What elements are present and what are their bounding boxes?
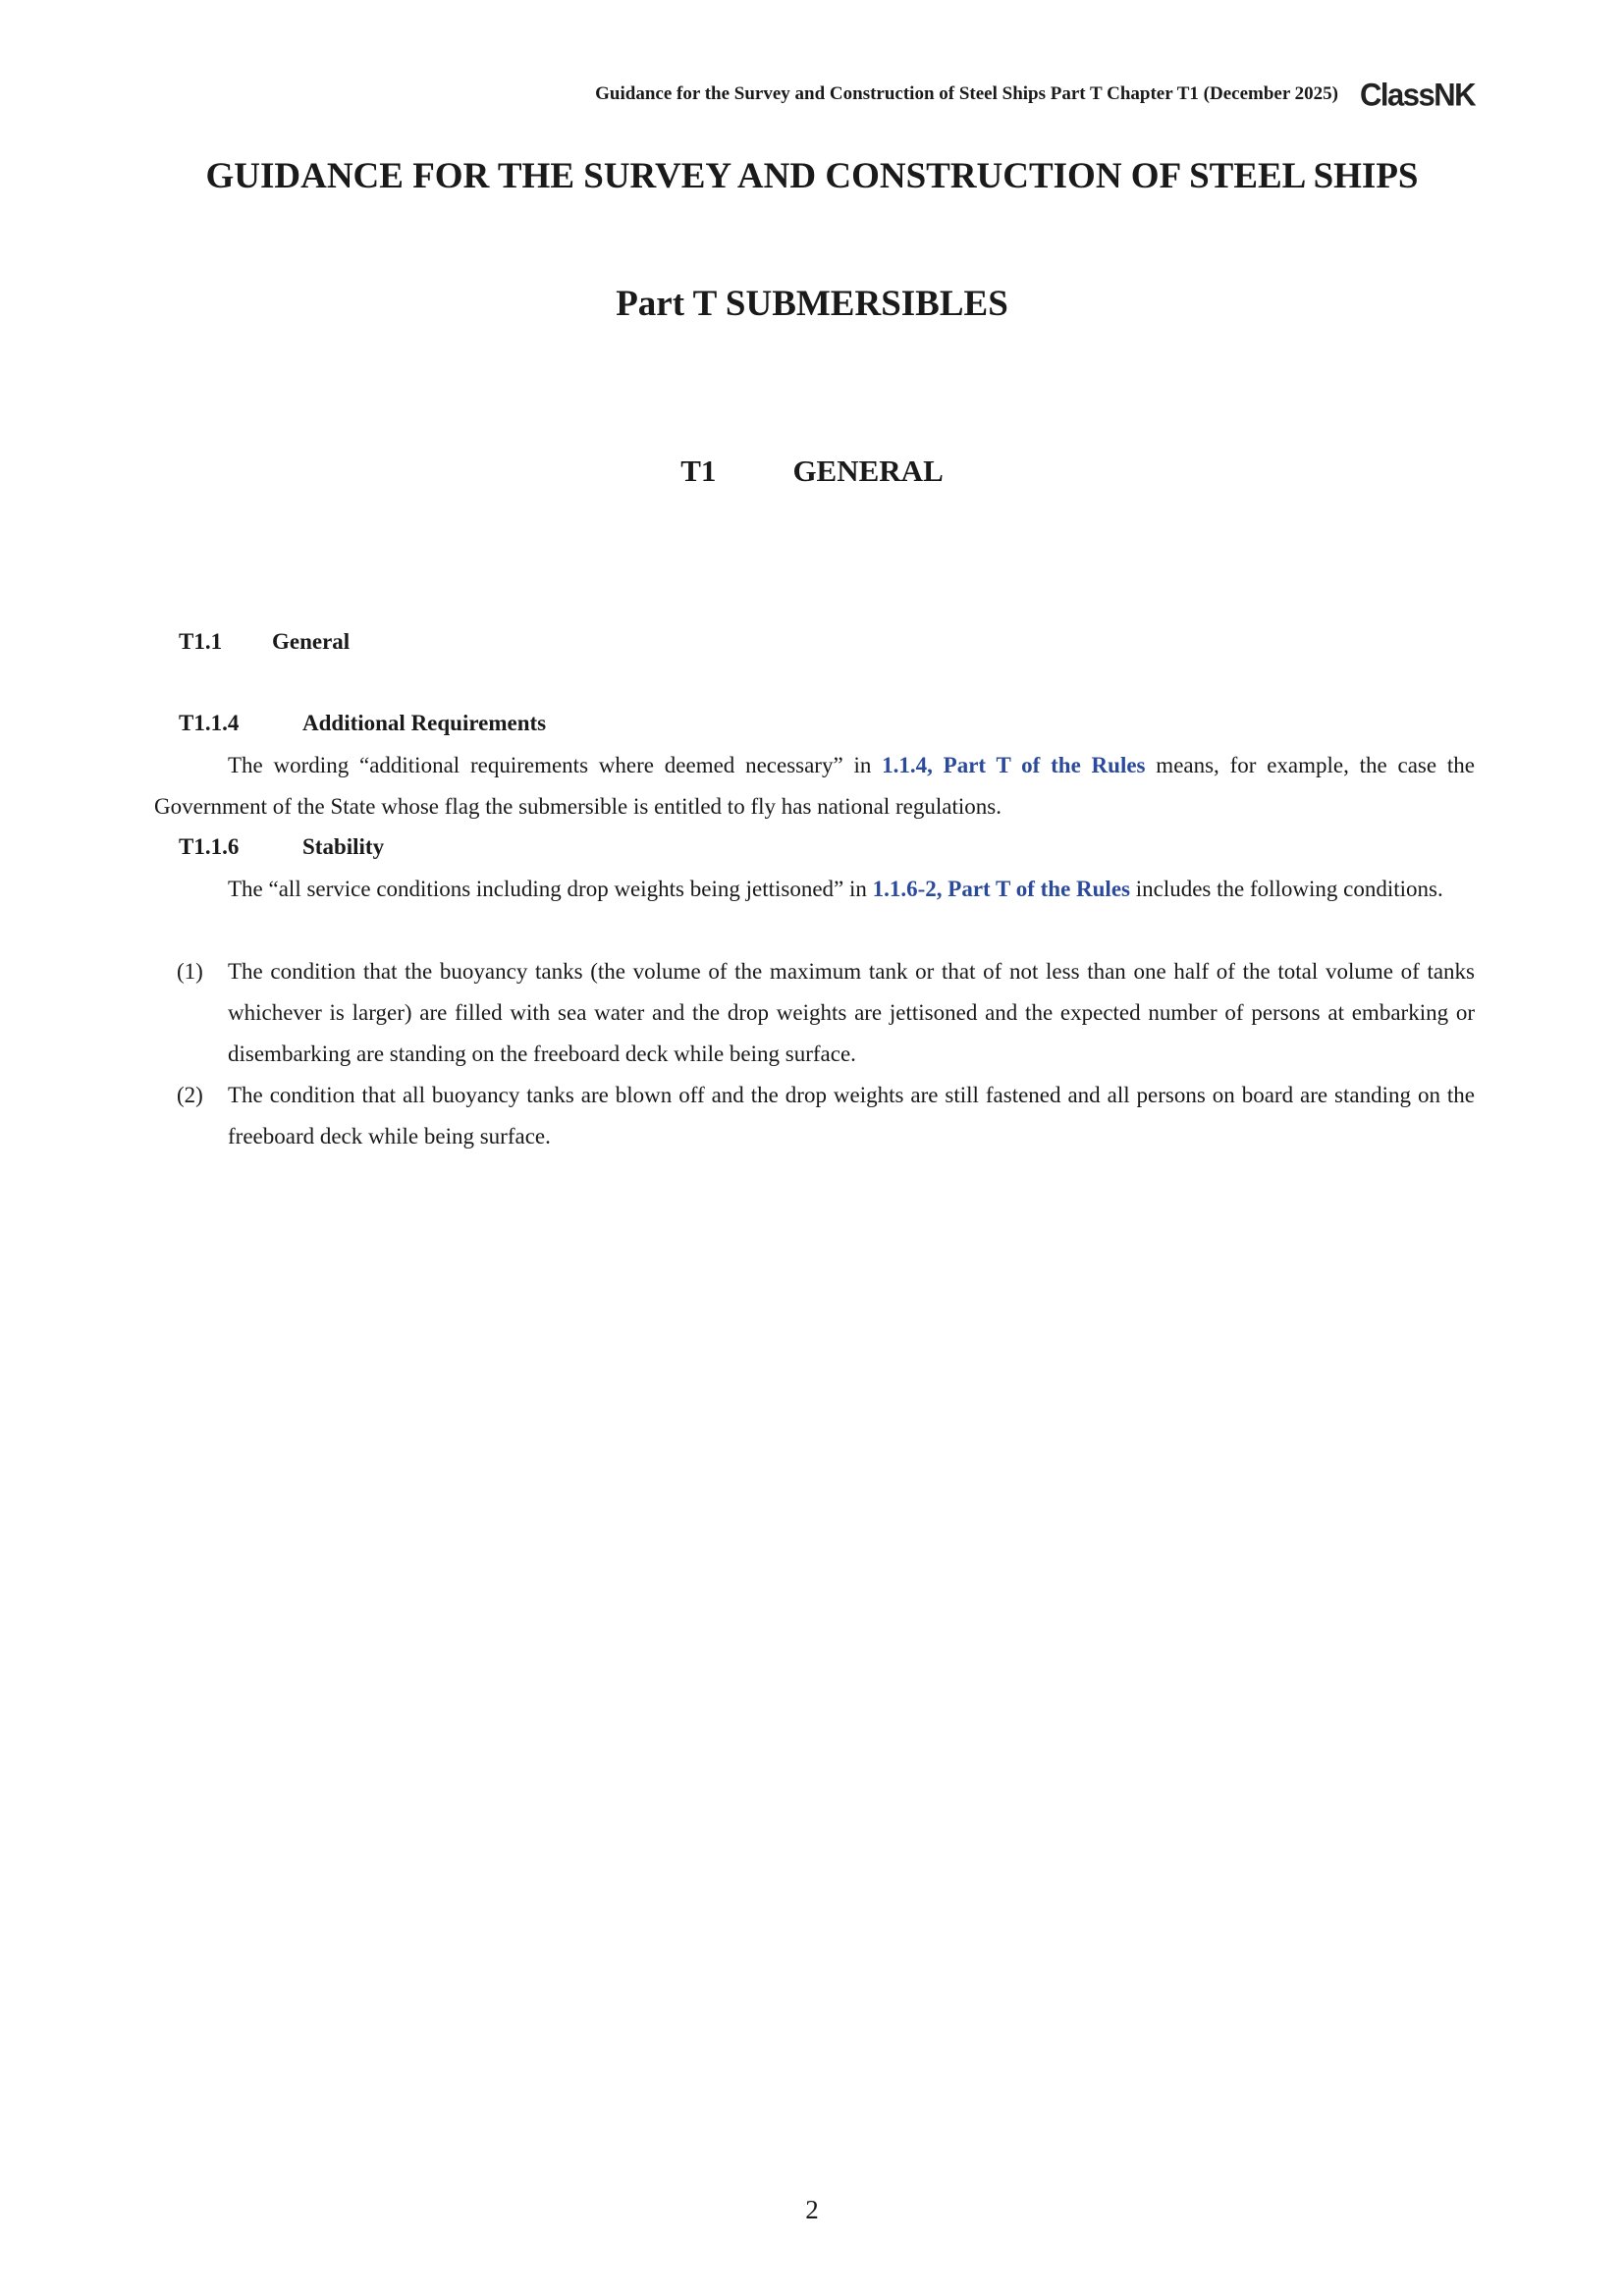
section-number: T1.1 [179,629,223,654]
rules-reference-link[interactable]: 1.1.4, Part T of the Rules [882,753,1146,777]
paragraph-stability [154,869,1475,910]
part-title: Part T SUBMERSIBLES [616,284,1008,324]
list-item-text: The condition that the buoyancy tanks (the volume of the maximum tank or that of not less than one half of the total volume of tanks whichever is larger) are filled with sea water and the drop weights are jettisoned and the expected number of persons at embarking or disembarking are standing on the freeboard deck while being surface. [228,959,1475,1066]
paragraph-additional-requirements [154,745,1475,828]
chapter-heading [0,454,1624,489]
running-header-title: Guidance for the Survey and Construction of Steel Ships Part T Chapter T1 (December 2025) [595,83,1338,104]
list-marker: (2) [177,1083,203,1107]
chapter-title: GENERAL [792,454,944,488]
subsection-number: T1.1.4 [179,711,240,735]
subsection-heading-additional-requirements [179,711,546,736]
paragraph-text: The wording “additional requirements where deemed necessary” in [228,753,883,777]
subsection-number: T1.1.6 [179,834,240,859]
section-heading [179,629,350,655]
list-item [154,951,1475,1075]
list-item-text: The condition that all buoyancy tanks are blown off and the drop weights are still fastened and all persons on board are standing on the freeboard deck while being surface. [228,1083,1475,1148]
document-title: GUIDANCE FOR THE SURVEY AND CONSTRUCTION OF STEEL SHIPS [205,156,1419,196]
rules-reference-link[interactable]: 1.1.6-2, Part T of the Rules [872,877,1130,901]
paragraph-text: The “all service conditions including drop weights being jettisoned” in [228,877,873,901]
classnk-logo: ClassNK [1360,76,1475,113]
section-title: General [272,629,351,654]
paragraph-text: includes the following conditions. [1129,877,1443,901]
list-item [154,1075,1475,1157]
paragraph-text: means, for example, the case the Government of the State whose flag the submersible is entitled to fly has national regulations. [154,753,1475,819]
page-number: 2 [805,2195,819,2224]
list-marker: (1) [177,959,203,984]
subsection-title: Additional Requirements [302,711,547,735]
subsection-title: Stability [302,834,385,859]
running-header [595,77,1475,112]
subsection-heading-stability [179,834,384,860]
chapter-number: T1 [680,454,717,488]
